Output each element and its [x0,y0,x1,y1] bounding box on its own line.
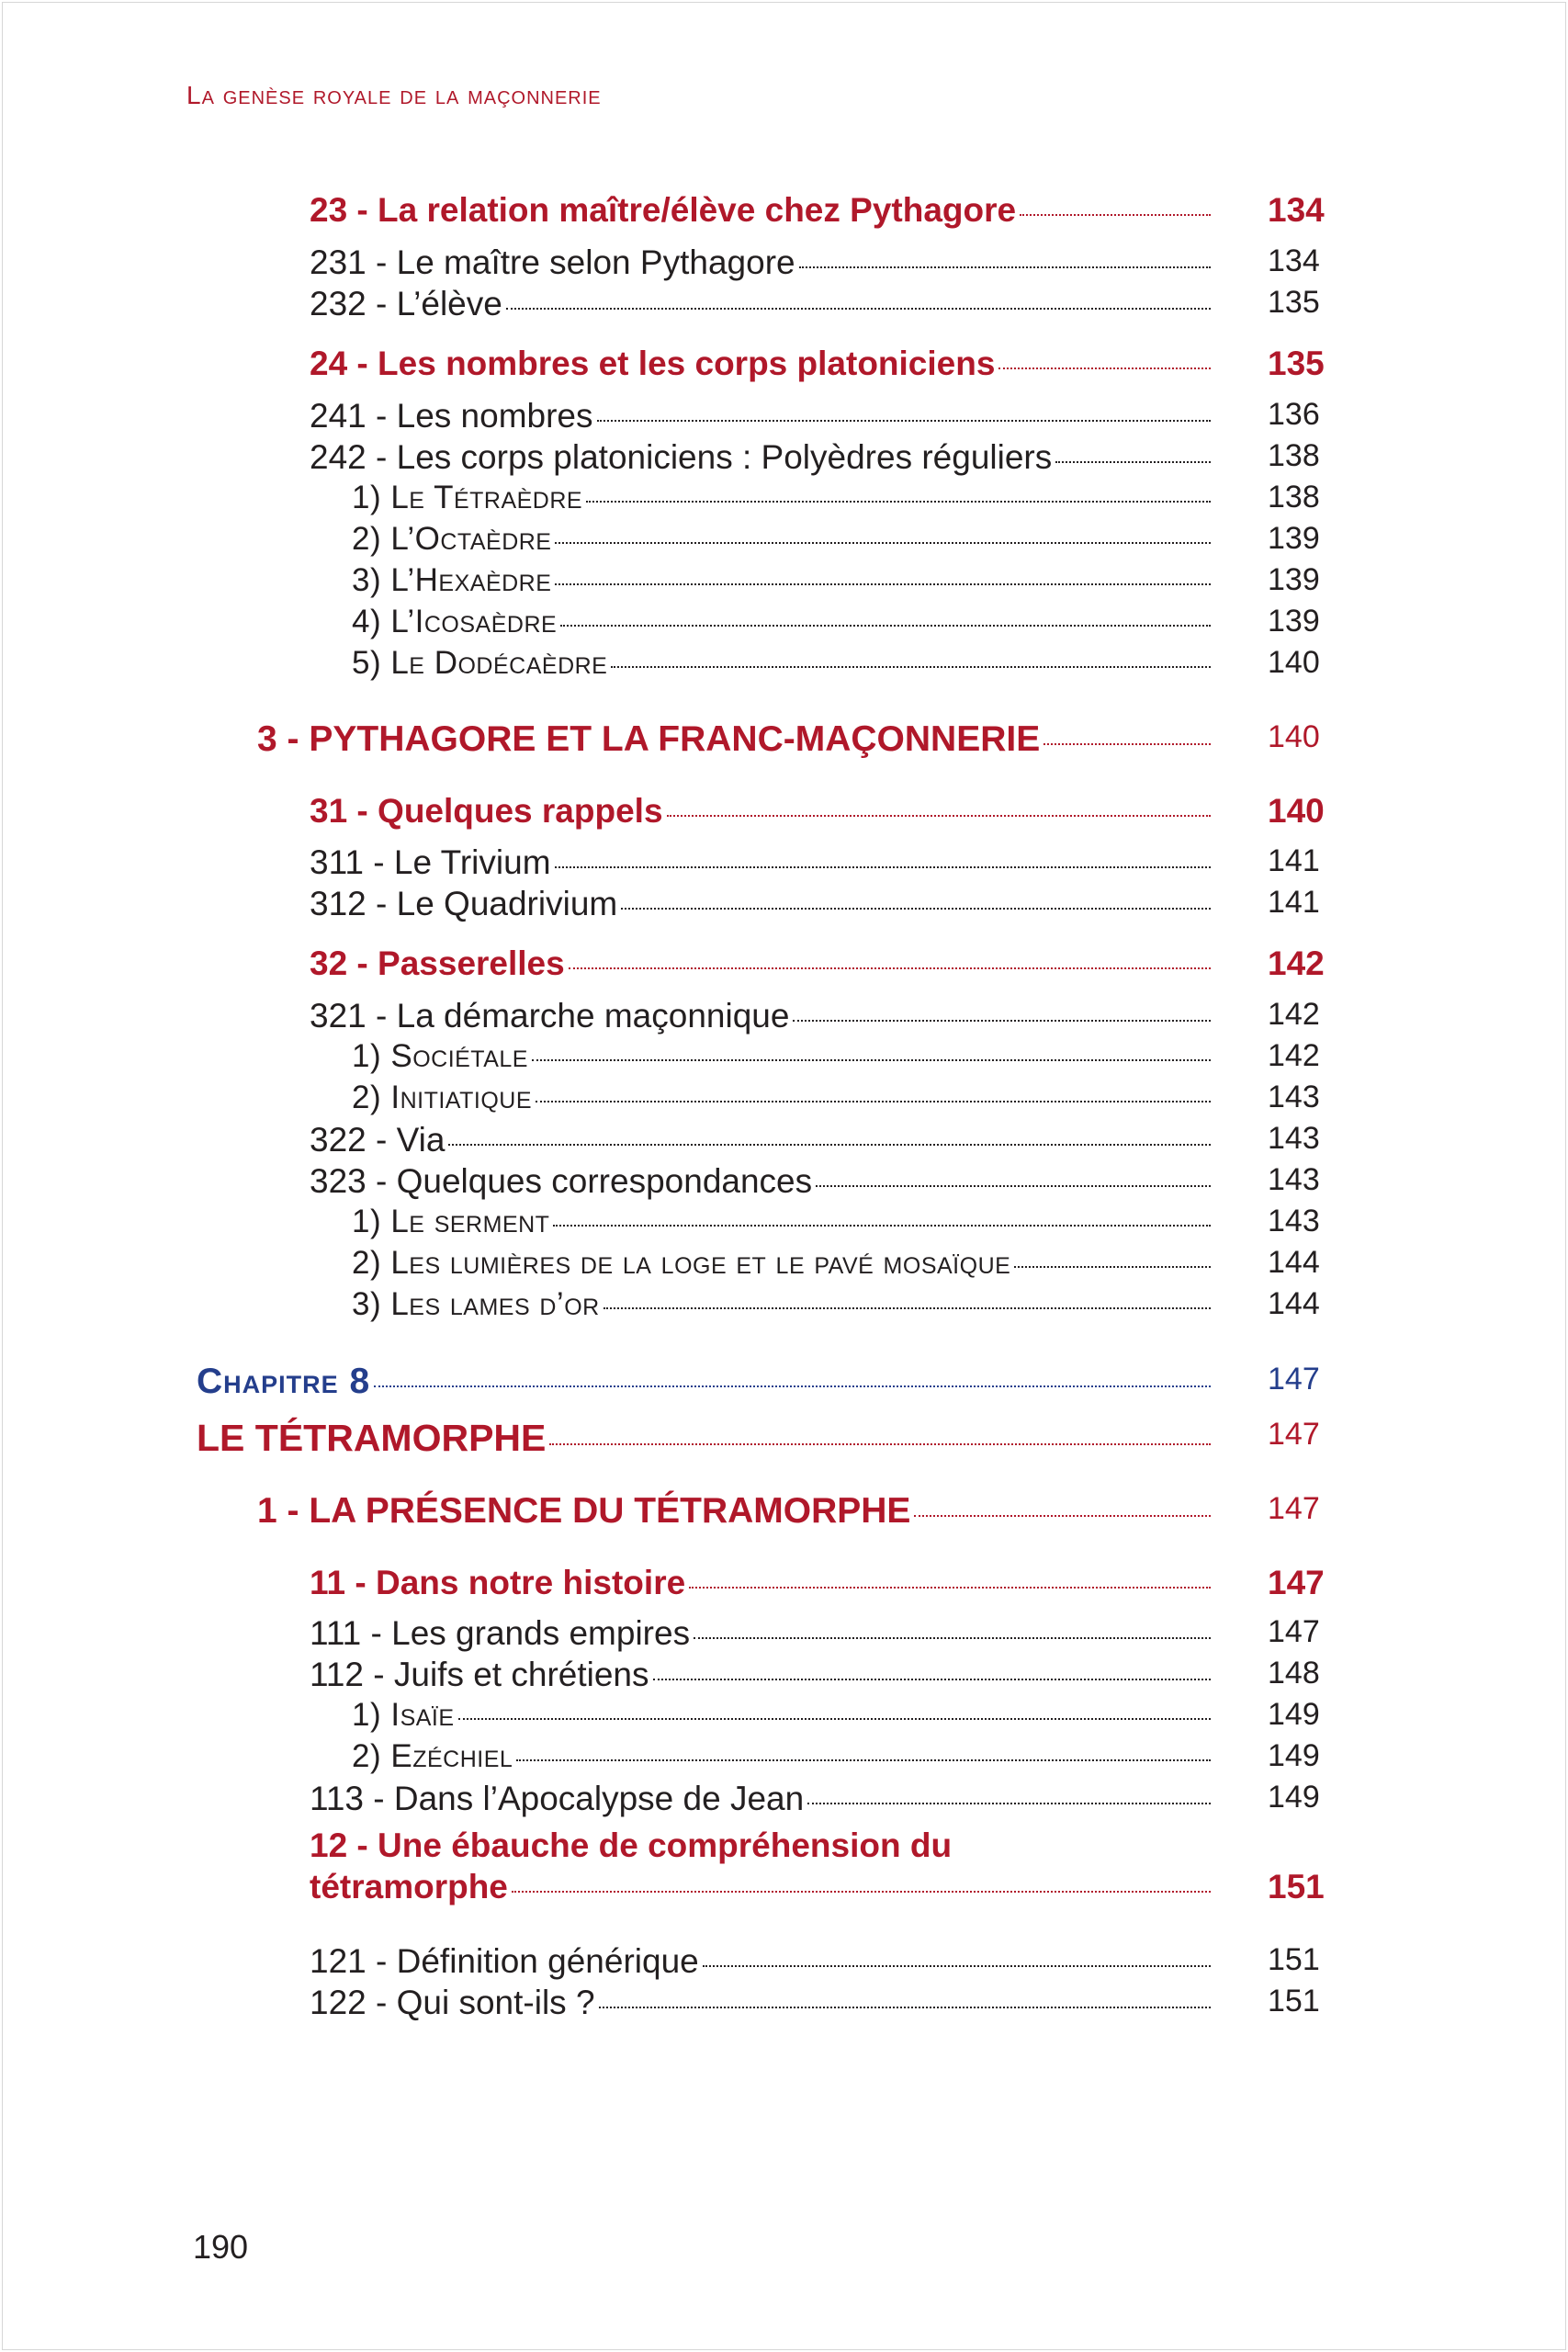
toc-entry-title: 122 - Qui sont-ils ? [310,1984,595,2021]
toc-entry-title-line: 12 - Une ébauche de compréhension du [310,1826,953,1864]
toc-entry-title: 2) Initiatique [352,1080,532,1115]
toc-entry-page: 149 [1268,1697,1320,1732]
dot-leader [569,967,1211,969]
dot-leader [597,420,1211,422]
toc-entry-title: 11 - Dans notre histoire [310,1564,686,1601]
toc-entry-title: 3) L’Hexaèdre [352,562,552,598]
toc-entry-page: 141 [1268,843,1320,878]
dot-leader [604,1307,1211,1309]
toc-entry-title: 2) Ezéchiel [352,1738,513,1774]
toc-entry-title: Chapitre 8 [197,1362,371,1401]
toc-entry-title: 3 - PYTHAGORE ET LA FRANC-MAÇONNERIE [257,719,1041,759]
toc-entry-page: 149 [1268,1738,1320,1773]
toc-entry-page: 140 [1268,645,1320,680]
toc-entry-page: 147 [1268,1614,1320,1649]
toc-entry-page: 134 [1268,243,1320,278]
dot-leader [807,1803,1211,1804]
dot-leader [914,1515,1211,1517]
toc-entry-title: 231 - Le maître selon Pythagore [310,243,795,281]
toc-entry-page: 142 [1268,1038,1320,1073]
dot-leader [703,1965,1211,1967]
dot-leader [549,1443,1211,1445]
toc-entry-page: 139 [1268,604,1320,639]
toc-entry-title: 312 - Le Quadrivium [310,885,618,922]
toc-entry-title: 32 - Passerelles [310,944,565,982]
toc-entry-title: 1) Le serment [352,1204,550,1239]
toc-entry-page: 138 [1268,480,1320,514]
dot-leader [536,1101,1211,1102]
toc-entry-page: 134 [1268,191,1325,229]
toc-entry-title: 24 - Les nombres et les corps platoniciens [310,345,996,382]
dot-leader [512,1891,1211,1893]
dot-leader [555,542,1211,544]
dot-leader [816,1185,1211,1187]
toc-entry-page: 144 [1268,1286,1320,1321]
dot-leader [1014,1266,1211,1268]
toc-entry-title: 113 - Dans l’Apocalypse de Jean [310,1780,805,1817]
toc-entry-page: 143 [1268,1204,1320,1238]
dot-leader [532,1059,1211,1061]
toc-entry-title: 241 - Les nombres [310,397,593,435]
toc-entry-page: 140 [1268,792,1325,830]
dot-leader [799,266,1211,268]
toc-entry-page: 136 [1268,397,1320,432]
toc-entry-page: 147 [1268,1417,1320,1452]
toc-entry-title: 232 - L’élève [310,285,502,322]
toc-entry-page: 143 [1268,1121,1320,1156]
toc-entry-page: 135 [1268,285,1320,320]
dot-leader [599,2007,1211,2008]
toc-entry-page: 144 [1268,1245,1320,1280]
toc-entry-title: 322 - Via [310,1121,446,1159]
toc-entry-page: 147 [1268,1564,1325,1601]
dot-leader [560,625,1211,627]
toc-entry-title: 121 - Définition générique [310,1942,699,1980]
toc-entry-title: 111 - Les grands empires [310,1614,691,1652]
toc-entry-page: 139 [1268,521,1320,556]
dot-leader [458,1718,1211,1720]
dot-leader [448,1144,1211,1146]
toc-entry-title: 31 - Quelques rappels [310,792,663,830]
dot-leader [611,666,1211,668]
dot-leader [793,1020,1211,1022]
dot-leader [506,308,1211,310]
toc-entry-title: 311 - Le Trivium [310,843,551,881]
dot-leader [1043,743,1211,745]
toc-entry-title: 23 - La relation maître/élève chez Pythagore [310,191,1017,229]
dot-leader [667,815,1211,817]
toc-entry-page: 147 [1268,1491,1320,1526]
dot-leader [1020,214,1211,216]
toc-entry-title: 1) Le Tétraèdre [352,480,583,515]
toc-entry-page: 149 [1268,1780,1320,1815]
toc-entry-page: 143 [1268,1162,1320,1197]
toc-entry-title: 242 - Les corps platoniciens : Polyèdres réguliers [310,438,1053,476]
dot-leader [621,908,1211,910]
toc-entry-page: 151 [1268,1984,1320,2018]
dot-leader [555,583,1211,585]
toc-entry-title: 2) L’Octaèdre [352,521,552,557]
running-head: La genèse royale de la maçonnerie [186,81,602,109]
toc-entry-title: 112 - Juifs et chrétiens [310,1656,649,1693]
toc-entry-page: 141 [1268,885,1320,920]
toc-entry-page: 139 [1268,562,1320,597]
toc-entry-title: 3) Les lames d’or [352,1286,600,1322]
toc-entry-page: 135 [1268,345,1325,382]
dot-leader [653,1679,1212,1680]
toc-entry-page: 143 [1268,1080,1320,1114]
toc-entry-page: 148 [1268,1656,1320,1690]
dot-leader [694,1637,1211,1639]
toc-entry-title: 1) Isaïe [352,1697,455,1733]
toc-entry-page: 147 [1268,1362,1320,1396]
toc-entry-page: 142 [1268,997,1320,1032]
toc-entry-title: 323 - Quelques correspondances [310,1162,813,1200]
toc-entry-page: 151 [1268,1868,1325,1905]
page-number: 190 [193,2228,249,2266]
dot-leader [374,1385,1211,1387]
toc-entry-page: 142 [1268,944,1325,982]
toc-entry-page: 138 [1268,438,1320,473]
toc-entry-title: LE TÉTRAMORPHE [197,1417,547,1459]
toc-entry-page: 151 [1268,1942,1320,1977]
toc-entry-title: 2) Les lumières de la loge et le pavé mosaïque [352,1245,1011,1281]
dot-leader [555,866,1211,868]
toc-entry-title: 1) Sociétale [352,1038,528,1074]
dot-leader [998,368,1211,369]
dot-leader [516,1759,1211,1761]
toc-entry-title: 1 - LA PRÉSENCE DU TÉTRAMORPHE [257,1491,911,1531]
dot-leader [689,1587,1211,1589]
toc-entry-page: 140 [1268,719,1320,754]
dot-leader [1055,461,1211,463]
dot-leader [586,501,1211,503]
toc-entry-title: 321 - La démarche maçonnique [310,997,790,1035]
dot-leader [553,1225,1211,1227]
toc-entry-title: 5) Le Dodécaèdre [352,645,608,681]
toc-entry-title: 4) L’Icosaèdre [352,604,558,639]
toc-entry-title: tétramorphe [310,1868,508,1905]
